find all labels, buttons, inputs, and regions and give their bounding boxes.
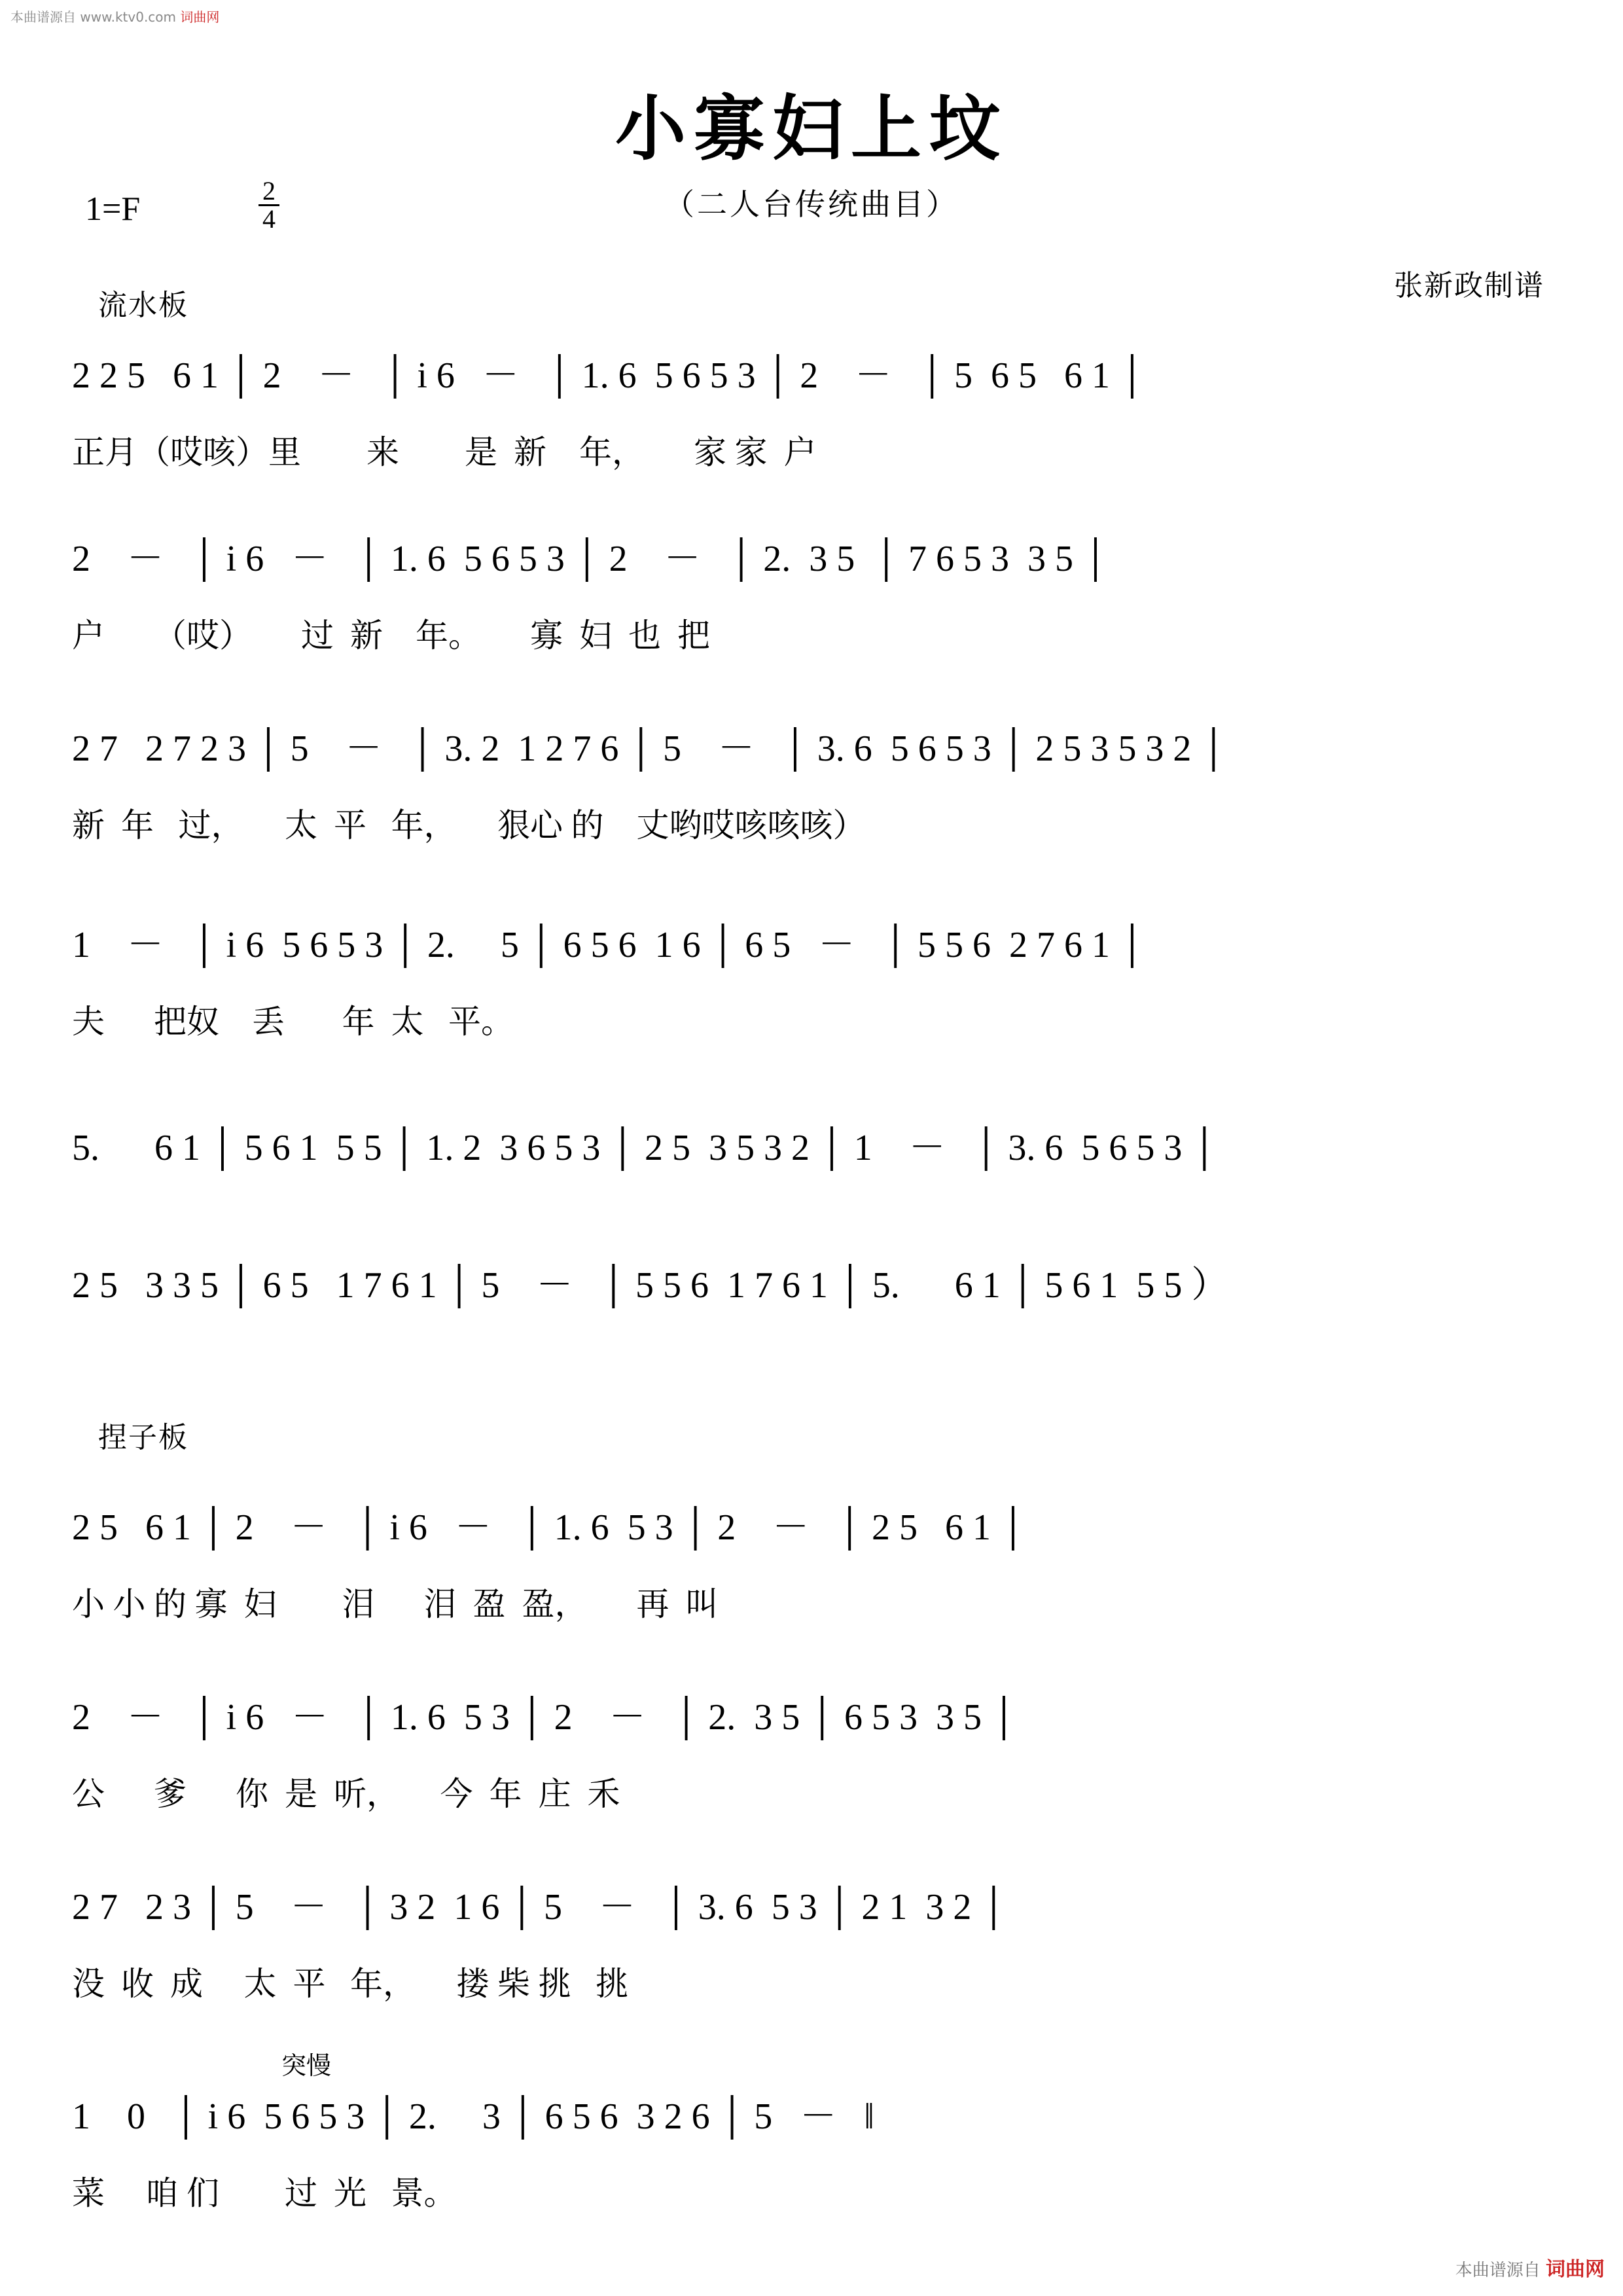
watermark-top-left	[10, 7, 219, 26]
section-label-niezibian: 捏子板	[98, 1422, 188, 1454]
music-system	[72, 1676, 1558, 1822]
music-system	[72, 517, 1558, 664]
lyrics-line: 小 小 的 寡 妇 泪 泪 盈 盈， 再 叫	[72, 1586, 719, 1623]
music-system	[72, 1244, 1558, 1316]
notation-line: 2 5 3 3 5 │ 6 5 1 7 6 1 │ 5 － │ 5 5 6 1 7 6 1 │ 5. 6 1 │ 5 6 1 5 5 ）	[72, 1265, 1228, 1306]
section-label-liushuiban: 流水板	[98, 289, 188, 321]
notation-line: 1 － │ i 6 5 6 5 3 │ 2. 5 │ 6 5 6 1 6 │ 6 5 － │ 5 5 6 2 7 6 1 │	[72, 925, 1145, 965]
music-system	[72, 334, 1558, 480]
notation-line: 2 2 5 6 1 │ 2 － │ i 6 － │ 1. 6 5 6 5 3 │ 2 － │ 5 6 5 6 1 │	[72, 355, 1145, 396]
lyrics-line: 正月（哎咳）里 来 是 新 年， 家 家 户	[72, 434, 817, 471]
lyrics-line: 公 爹 你 是 听， 今 年 庄 禾	[72, 1776, 620, 1812]
music-system	[72, 1106, 1558, 1178]
tempo-label-tuman: 突慢	[281, 2053, 332, 2080]
page-title: 小寡妇上坟	[615, 91, 1008, 169]
music-system	[72, 1486, 1558, 1632]
lyrics-line: 夫 把奴 丢 年 太 平。	[72, 1003, 514, 1040]
watermark-text: 本曲谱源自	[1455, 2261, 1541, 2280]
watermark-site-name: 词曲网	[1546, 2258, 1605, 2281]
music-system	[72, 2075, 1558, 2221]
notation-line: 2 7 2 7 2 3 │ 5 － │ 3. 2 1 2 7 6 │ 5 － │ 3. 6 5 6 5 3 │ 2 5 3 5 3 2 │	[72, 728, 1227, 769]
watermark-bottom-right	[1455, 2253, 1605, 2282]
time-signature-numerator: 2	[259, 178, 279, 206]
notation-line: 5. 6 1 │ 5 6 1 5 5 │ 1. 2 3 6 5 3 │ 2 5 3 5 3 2 │ 1 － │ 3. 6 5 6 5 3 │	[72, 1128, 1218, 1168]
lyrics-line: 新 年 过， 太 平 年， 狠心 的 丈哟哎咳咳咳）	[72, 807, 866, 844]
watermark-url: www.ktv0.com	[80, 9, 177, 25]
notation-line: 2 － │ i 6 － │ 1. 6 5 3 │ 2 － │ 2. 3 5 │ 6 5 3 3 5 │	[72, 1697, 1017, 1738]
notation-line: 2 7 2 3 │ 5 － │ 3 2 1 6 │ 5 － │ 3. 6 5 3 │ 2 1 3 2 │	[72, 1887, 1007, 1928]
lyrics-line: 户 （哎） 过 新 年。 寡 妇 也 把	[72, 617, 710, 654]
lyrics-line: 没 收 成 太 平 年， 搂 柴 挑 挑	[72, 1965, 628, 2002]
composer-credit: 张新政制谱	[1394, 270, 1544, 302]
notation-line: 2 － │ i 6 － │ 1. 6 5 6 5 3 │ 2 － │ 2. 3 5 │ 7 6 5 3 3 5 │	[72, 539, 1109, 579]
time-signature	[259, 178, 279, 232]
notation-line: 2 5 6 1 │ 2 － │ i 6 － │ 1. 6 5 3 │ 2 － │ 2 5 6 1 │	[72, 1507, 1026, 1548]
music-system	[72, 1865, 1558, 2012]
notation-line: 1 0 │ i 6 5 6 5 3 │ 2. 3 │ 6 5 6 3 2 6 │ 5 － ‖	[72, 2096, 874, 2137]
lyrics-line: 菜 咱 们 过 光 景。	[72, 2175, 457, 2212]
time-signature-denominator: 4	[262, 204, 276, 234]
music-system	[72, 903, 1558, 1050]
page-subtitle: （二人台传统曲目）	[664, 188, 959, 221]
music-system	[72, 707, 1558, 853]
key-signature: 1=F	[85, 190, 141, 228]
watermark-site-name: 词曲网	[180, 9, 220, 25]
watermark-text: 本曲谱源自	[10, 9, 76, 25]
